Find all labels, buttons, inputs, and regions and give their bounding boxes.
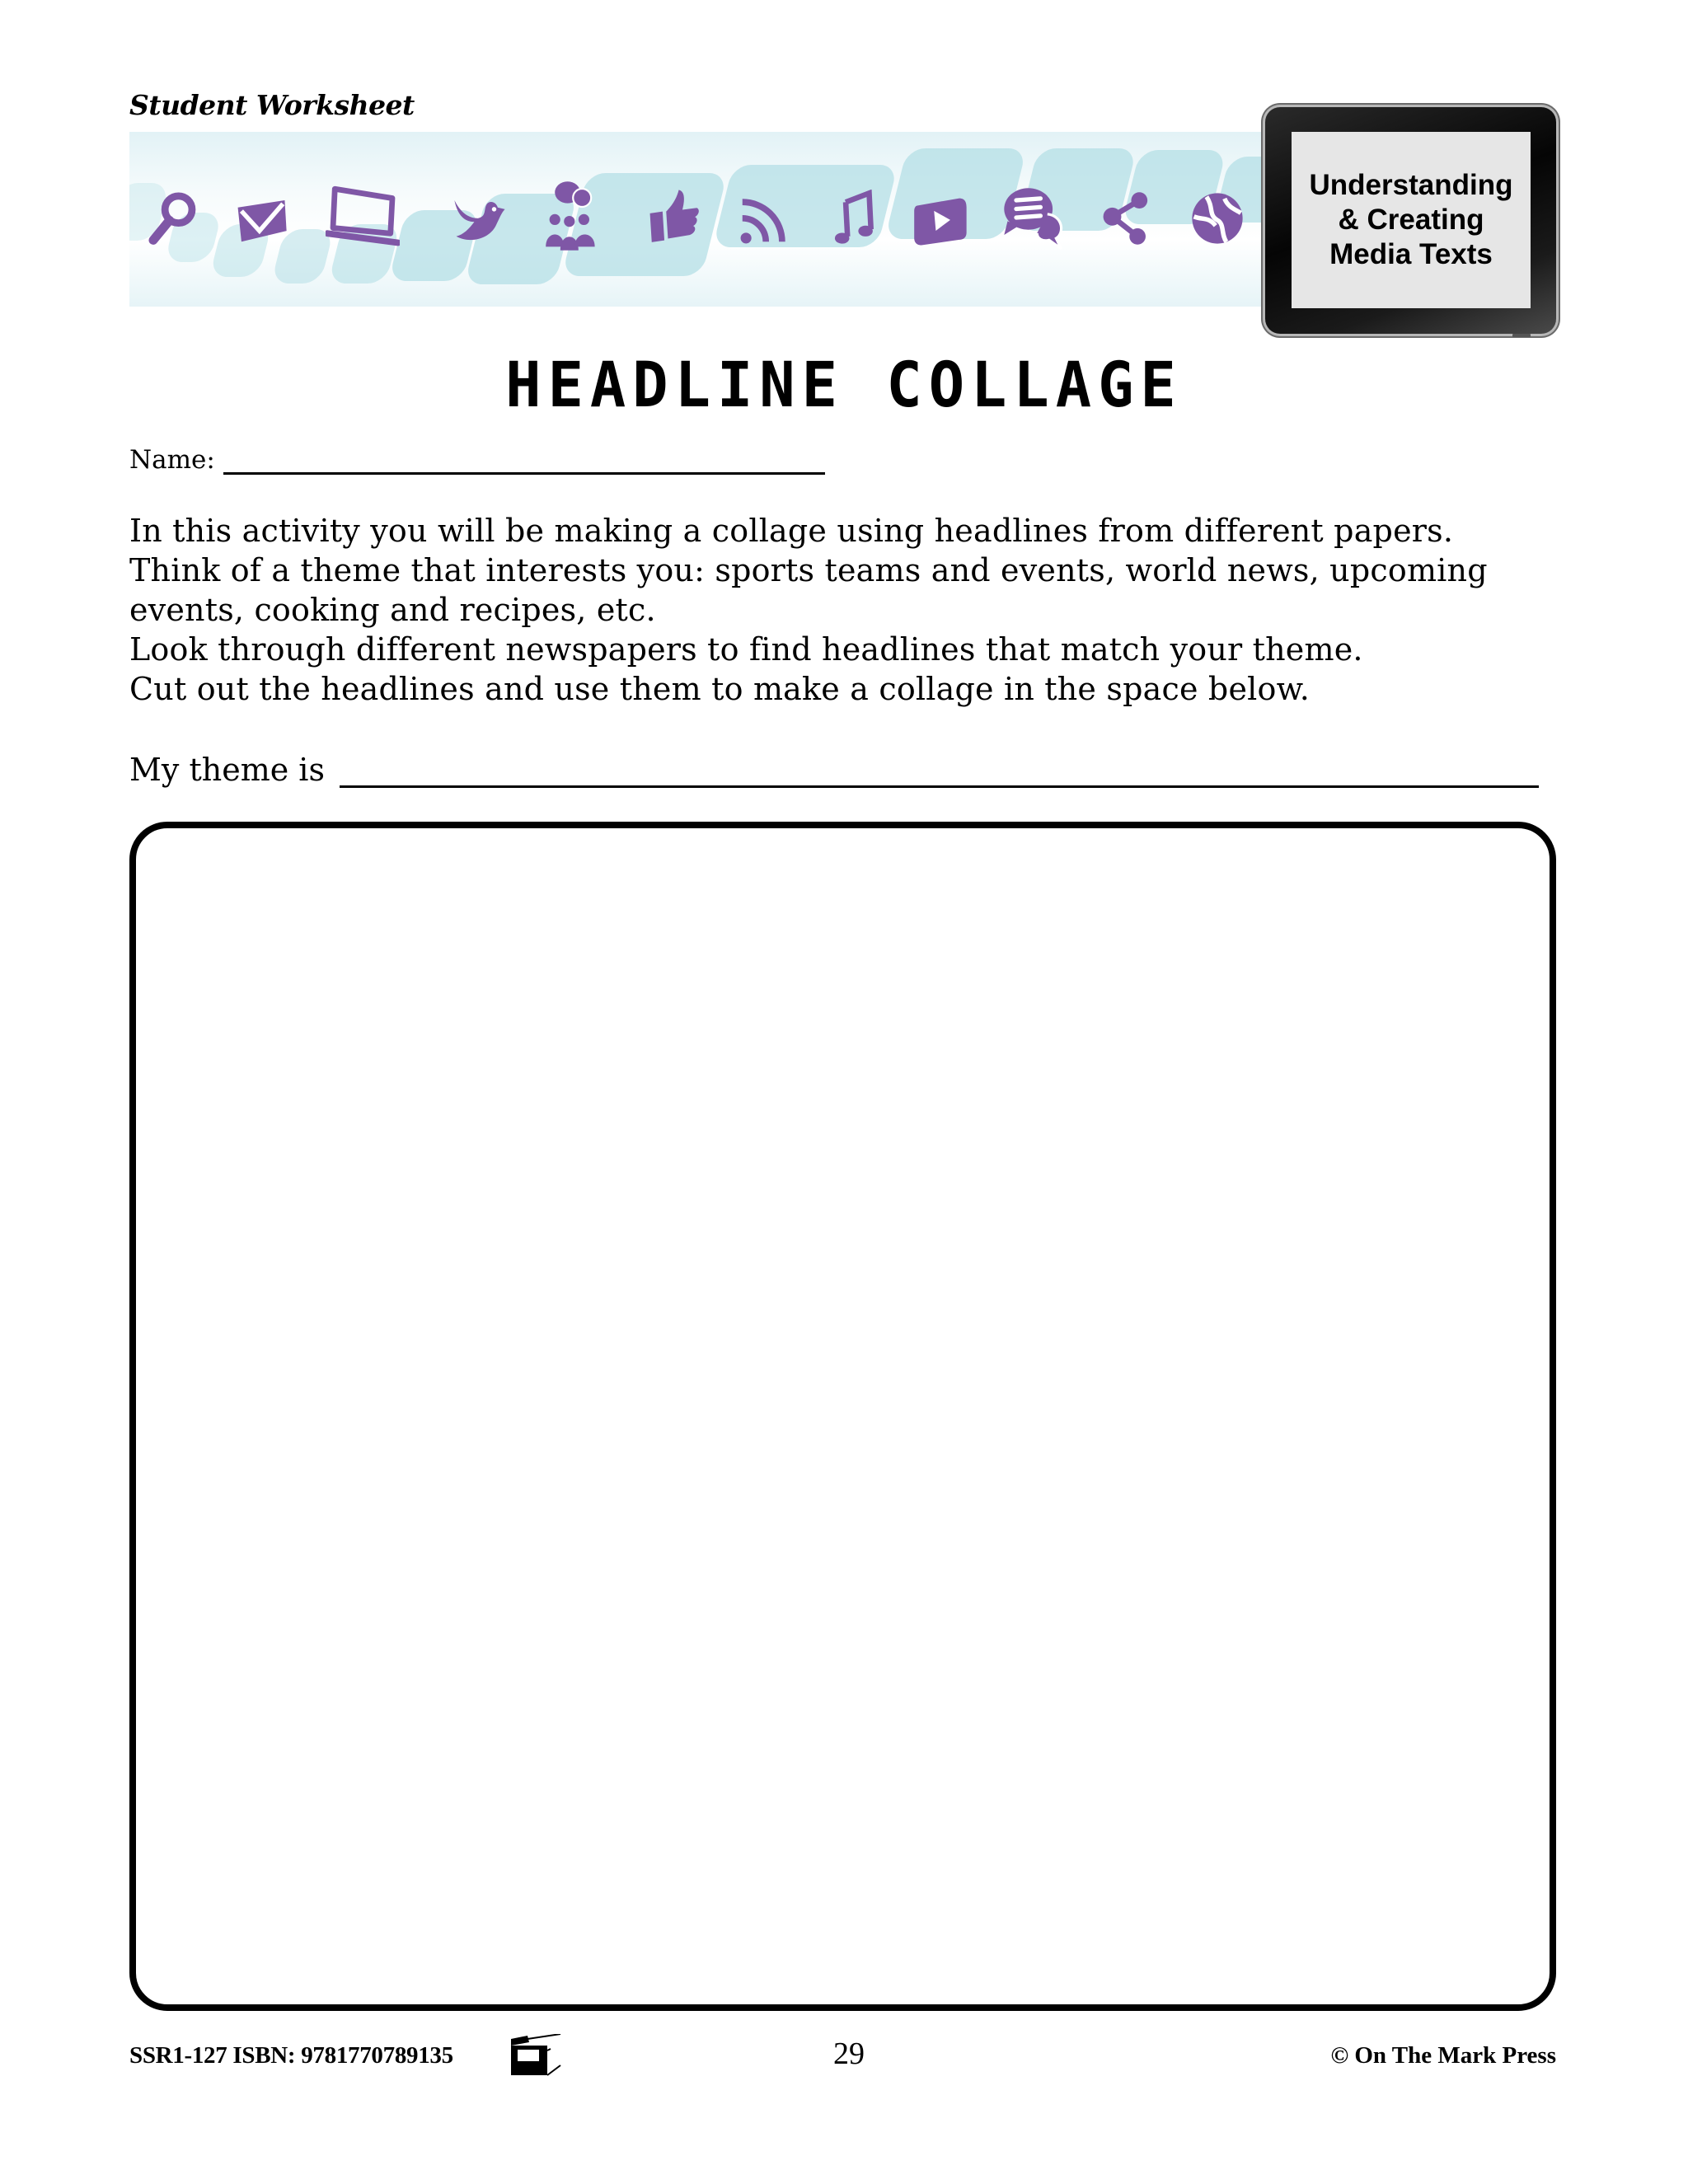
instruction-line: Cut out the headlines and use them to make a collage in the space below.: [129, 671, 1311, 707]
play-icon: [912, 193, 970, 251]
instruction-line: Look through different newspapers to find headlines that match your theme.: [129, 631, 1363, 668]
magnifier-icon: [144, 188, 202, 246]
chat-bubbles-icon: [999, 185, 1068, 251]
worksheet-label: Student Worksheet: [129, 89, 415, 121]
tablet-screen: [1292, 132, 1531, 308]
media-icons-banner: [129, 132, 1283, 307]
instruction-line: events, cooking and recipes, etc.: [129, 592, 656, 628]
globe-icon: [1189, 190, 1246, 247]
instruction-line: In this activity you will be making a collage using headlines from different papers.: [129, 513, 1454, 549]
page-title: [0, 348, 1688, 422]
footer-code-isbn: SSR1-127 ISBN: 9781770789135: [129, 2042, 453, 2069]
rss-icon: [735, 191, 793, 249]
series-title-line-2: & Creating: [1338, 204, 1484, 236]
page-title-text: HEADLINE COLLAGE: [505, 348, 1183, 422]
tablet-home-button: [1512, 334, 1531, 337]
series-title-line-3: Media Texts: [1329, 238, 1493, 270]
collage-area[interactable]: [129, 822, 1556, 2011]
name-label: Name:: [129, 445, 215, 475]
series-title-line-1: Understanding: [1309, 169, 1513, 201]
theme-field-row: [129, 752, 1539, 788]
share-icon: [1098, 190, 1156, 247]
instruction-line: Think of a theme that interests you: sports teams and events, world news, upcoming: [129, 552, 1488, 588]
people-chat-icon: [542, 180, 601, 252]
theme-input-line[interactable]: [340, 756, 1539, 788]
copyright: © On The Mark Press: [1330, 2042, 1556, 2069]
tablet-title-graphic: [1265, 107, 1556, 334]
photocopier-icon: [511, 2034, 610, 2077]
name-input-line[interactable]: [223, 449, 825, 475]
laptop-icon: [326, 183, 400, 251]
theme-label: My theme is: [129, 752, 325, 788]
thumbs-up-icon: [645, 186, 702, 244]
envelope-icon: [232, 191, 290, 249]
instructions: [129, 511, 1580, 709]
music-note-icon: [826, 190, 884, 247]
name-field-row: [129, 445, 825, 475]
page-number: 29: [833, 2036, 865, 2071]
bird-icon: [451, 191, 509, 249]
